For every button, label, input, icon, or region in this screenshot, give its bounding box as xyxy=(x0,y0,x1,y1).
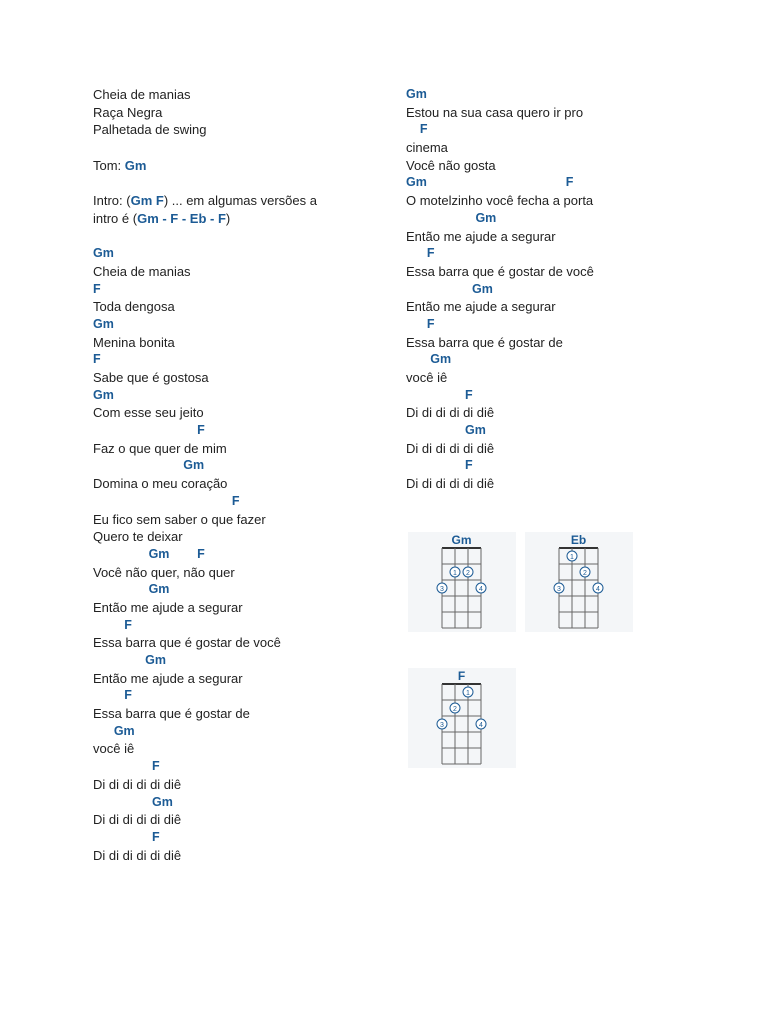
tone-label: Tom: xyxy=(93,157,125,173)
chord-line: F xyxy=(406,316,435,331)
lyric-line: Toda dengosa xyxy=(93,299,175,315)
intro-chords: Gm F xyxy=(130,193,164,209)
chord-line: Gm F xyxy=(406,175,574,190)
finger-number: 2 xyxy=(466,570,470,577)
chord-line: Gm xyxy=(93,723,135,738)
chord-line: F xyxy=(93,617,132,632)
chord-diagram-eb xyxy=(525,532,633,632)
chord-diagram-title: F xyxy=(457,669,466,683)
chord-line: F xyxy=(93,493,240,508)
chord-diagram-title: Gm xyxy=(451,533,472,547)
lyric-line: Essa barra que é gostar de xyxy=(93,706,250,722)
finger-number: 3 xyxy=(440,586,444,593)
lyric-line: Quero te deixar xyxy=(93,529,183,545)
lyric-line: Então me ajude a segurar xyxy=(93,670,243,686)
chord-diagram-f xyxy=(408,668,516,768)
chord-line: Gm xyxy=(406,87,427,101)
lyric-line: Essa barra que é gostar de você xyxy=(406,263,594,279)
intro-text: Intro: ( xyxy=(93,193,131,209)
intro-line xyxy=(93,210,383,228)
chord-line: Gm xyxy=(93,458,205,473)
chord-diagram-svg xyxy=(525,532,633,632)
finger-number: 4 xyxy=(479,722,483,729)
chord-line: Gm xyxy=(93,582,170,597)
intro-text: ) ... em algumas versões a xyxy=(163,193,317,209)
chord-line: F xyxy=(406,246,435,261)
finger-number: 3 xyxy=(440,722,444,729)
lyric-line: Di di di di di diê xyxy=(406,476,495,492)
lyric-line: Então me ajude a segurar xyxy=(406,228,556,244)
chord-line: F xyxy=(93,352,101,367)
chord-line: F xyxy=(93,688,132,703)
chord-line: F xyxy=(93,829,160,844)
lyric-line: Di di di di di diê xyxy=(93,812,182,828)
chord-line: Gm xyxy=(93,246,114,261)
intro-line xyxy=(93,192,383,210)
intro-chords: Gm - F - Eb - F xyxy=(137,210,226,226)
chord-line: F xyxy=(93,423,205,438)
chord-line: F xyxy=(93,281,101,296)
chord-line: Gm xyxy=(93,316,114,331)
lyric-line: Você não gosta xyxy=(406,157,496,173)
intro-text: intro é ( xyxy=(93,210,138,226)
lyric-line: Domina o meu coração xyxy=(93,476,228,492)
lyric-line: Eu fico sem saber o que fazer xyxy=(93,511,266,527)
chord-diagram-svg xyxy=(408,668,516,768)
lyric-line: Com esse seu jeito xyxy=(93,405,204,421)
blank-line xyxy=(93,228,383,246)
lyric-line: Di di di di di diê xyxy=(406,405,495,421)
lyric-line: Essa barra que é gostar de xyxy=(406,334,563,350)
lyric-line: Você não quer, não quer xyxy=(93,564,235,580)
lyric-line: Raça Negra xyxy=(93,104,163,120)
chord-line: Gm xyxy=(406,423,486,438)
finger-number: 4 xyxy=(479,586,483,593)
tone-chord: Gm xyxy=(124,157,147,173)
chord-line: Gm F xyxy=(93,546,205,561)
chord-line: Gm xyxy=(93,794,173,809)
finger-number: 1 xyxy=(466,690,470,697)
intro-text: ) xyxy=(225,210,231,226)
chord-diagram-title: Eb xyxy=(570,533,587,547)
chord-line: Gm xyxy=(406,352,452,367)
chord-line: Gm xyxy=(93,653,166,667)
right-column xyxy=(406,86,736,493)
lyric-line: Menina bonita xyxy=(93,334,175,350)
lyric-line: Faz o que quer de mim xyxy=(93,440,227,456)
chord-line: Gm xyxy=(406,210,497,225)
chord-line: Gm xyxy=(93,387,114,402)
finger-number: 2 xyxy=(583,570,587,577)
finger-number: 4 xyxy=(596,586,600,593)
lyric-line: Di di di di di diê xyxy=(406,440,495,456)
lyric-line: Cheia de manias xyxy=(93,263,191,279)
lyric-line: Essa barra que é gostar de você xyxy=(93,635,281,651)
chord-line: F xyxy=(406,387,473,402)
lyric-line: você iê xyxy=(406,370,448,385)
tone-line xyxy=(93,157,383,175)
lyric-line: Palhetada de swing xyxy=(93,122,207,138)
lyric-line: O motelzinho você fecha a porta xyxy=(406,193,594,209)
lyric-line: Di di di di di diê xyxy=(93,847,182,863)
finger-number: 3 xyxy=(557,586,561,593)
lyric-line: Cheia de manias xyxy=(93,87,191,102)
chord-line: F xyxy=(406,122,428,137)
chord-line: F xyxy=(406,458,473,473)
chord-diagram-gm xyxy=(408,532,516,632)
blank-line xyxy=(93,139,383,157)
finger-number: 2 xyxy=(453,706,457,713)
blank-line xyxy=(93,174,383,192)
lyric-line: Di di di di di diê xyxy=(93,776,182,792)
lyric-line: cinema xyxy=(406,140,448,156)
lyric-line: Sabe que é gostosa xyxy=(93,370,209,385)
chord-diagram-svg xyxy=(408,532,516,632)
finger-number: 1 xyxy=(570,554,574,561)
lyric-line: Estou na sua casa quero ir pro xyxy=(406,104,584,120)
lyric-line: Então me ajude a segurar xyxy=(93,599,243,615)
lyric-line: você iê xyxy=(93,741,135,757)
chord-line: Gm xyxy=(406,281,493,296)
left-column xyxy=(93,86,383,864)
finger-number: 1 xyxy=(453,570,457,577)
chord-line: F xyxy=(93,759,160,774)
lyric-line: Então me ajude a segurar xyxy=(406,299,556,315)
